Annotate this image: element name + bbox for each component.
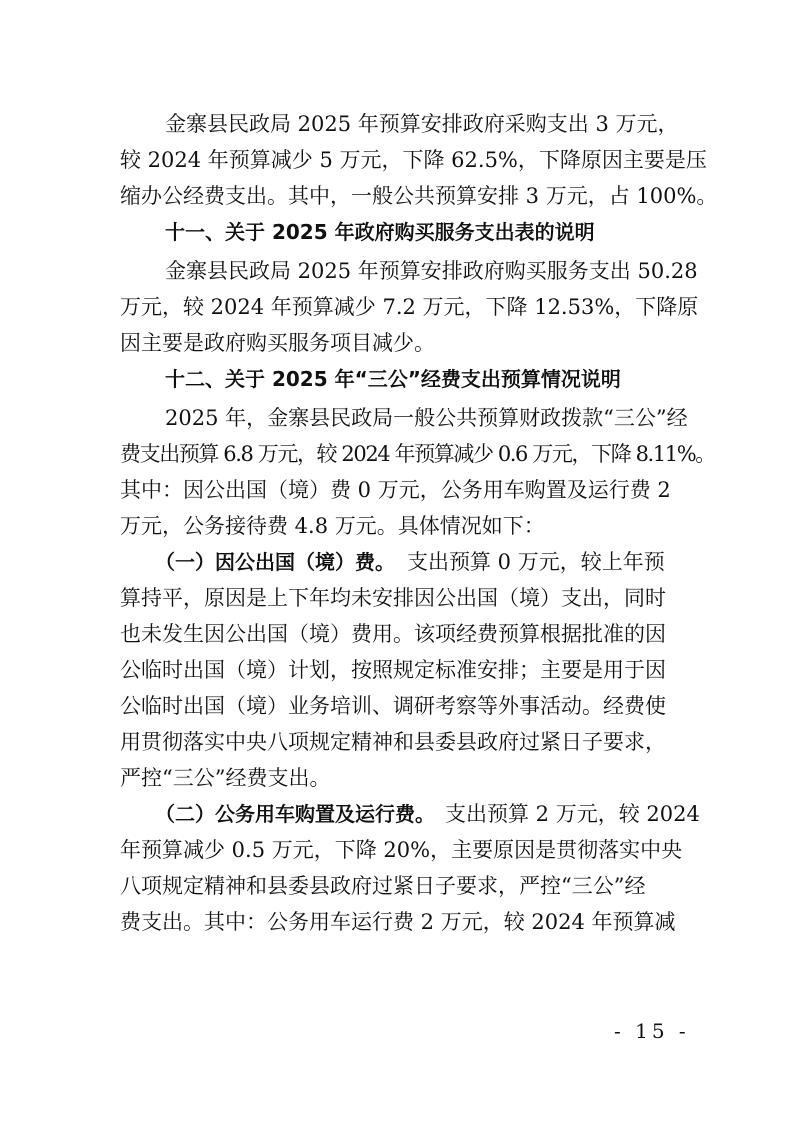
text-line: 支出预算 0 万元，较上年预 <box>407 550 665 574</box>
paragraph-line <box>0 722 793 762</box>
paragraph-line <box>0 251 793 291</box>
subsection-line-2 <box>0 794 793 834</box>
paragraph-line <box>0 866 793 906</box>
text-line: 金寨县民政局 2025 年预算安排政府采购支出 3 万元， <box>165 112 679 136</box>
text-line: 年预算减少 0.5 万元，下降 20%，主要原因是贯彻落实中央 <box>120 838 683 862</box>
paragraph-line <box>0 470 793 510</box>
paragraph-line <box>0 323 793 363</box>
text-line: 万元，较 2024 年预算减少 7.2 万元，下降 12.53%，下降原 <box>120 295 699 319</box>
paragraph-line <box>0 686 793 726</box>
paragraph-line <box>0 434 793 474</box>
text-line: 公临时出国（境）业务培训、调研考察等外事活动。经费使 <box>120 694 666 718</box>
paragraph-line <box>0 506 793 546</box>
text-line: 费支出预算 6.8 万元，较 2024 年预算减少 0.6 万元，下降 8.11%。 <box>120 442 715 466</box>
text-line: 较 2024 年预算减少 5 万元，下降 62.5%，下降原因主要是压 <box>120 148 707 172</box>
heading-text: 十二、关于 2025 年“三公”经费支出预算情况说明 <box>165 367 621 391</box>
text-line: 也未发生因公出国（境）费用。该项经费预算根据批准的因 <box>120 622 666 646</box>
text-line: 公临时出国（境）计划，按照规定标准安排；主要是用于因 <box>120 658 666 682</box>
subsection-line-1 <box>0 542 793 582</box>
heading-text: 十一、关于 2025 年政府购买服务支出表的说明 <box>165 220 595 244</box>
text-line: 用贯彻落实中央八项规定精神和县委县政府过紧日子要求， <box>120 730 666 754</box>
paragraph-line <box>0 398 793 438</box>
paragraph-line <box>0 140 793 180</box>
text-line: 算持平，原因是上下年均未安排因公出国（境）支出，同时 <box>120 586 666 610</box>
paragraph-line <box>0 578 793 618</box>
text-line: 缩办公经费支出。其中，一般公共预算安排 3 万元，占 100%。 <box>120 184 718 208</box>
paragraph-line <box>0 176 793 216</box>
section-heading-11 <box>0 212 793 252</box>
subsection-heading: （二）公务用车购置及运行费。 <box>155 802 435 826</box>
text-line: 八项规定精神和县委县政府过紧日子要求，严控“三公”经 <box>120 874 646 898</box>
page-number: - 15 - <box>614 1019 690 1043</box>
text-line: 万元，公务接待费 4.8 万元。具体情况如下： <box>120 514 545 538</box>
paragraph-line <box>0 902 793 942</box>
text-line: 支出预算 2 万元，较 2024 <box>445 802 700 826</box>
paragraph-line <box>0 650 793 690</box>
text-line: 金寨县民政局 2025 年预算安排政府购买服务支出 50.28 <box>165 259 698 283</box>
paragraph-line <box>0 830 793 870</box>
text-line: 严控“三公”经费支出。 <box>120 766 331 790</box>
paragraph-line <box>0 287 793 327</box>
paragraph-line <box>0 758 793 798</box>
paragraph-line <box>0 614 793 654</box>
text-line: 2025 年，金寨县民政局一般公共预算财政拨款“三公”经 <box>165 406 688 430</box>
text-line: 其中：因公出国（境）费 0 万元，公务用车购置及运行费 2 <box>120 478 671 502</box>
section-heading-12 <box>0 359 793 399</box>
subsection-heading: （一）因公出国（境）费。 <box>155 550 395 574</box>
paragraph-line <box>0 104 793 144</box>
text-line: 费支出。其中：公务用车运行费 2 万元，较 2024 年预算减 <box>120 910 676 934</box>
text-line: 因主要是政府购买服务项目减少。 <box>120 331 435 355</box>
